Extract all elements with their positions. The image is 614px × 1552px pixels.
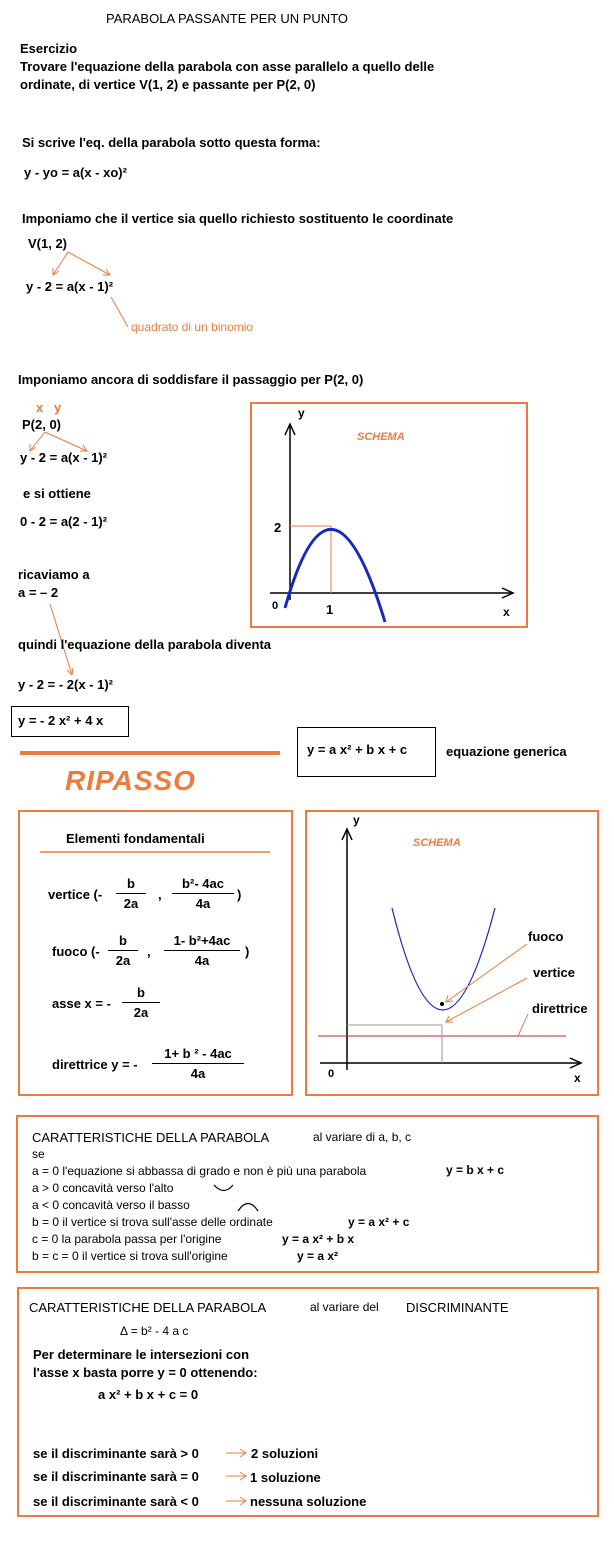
asse-label: asse x = - <box>52 996 111 1011</box>
caratteristiche1-row-1-formula: y = b x + c <box>446 1163 505 1177</box>
caratteristiche1-se: se <box>32 1147 45 1161</box>
step1-text: Si scrive l'eq. della parabola sotto questa forma: <box>22 135 321 150</box>
esercizio-heading: Esercizio <box>20 41 78 56</box>
caratteristiche2-delta: Δ = b² - 4 a c <box>120 1324 189 1338</box>
step3-si-ottiene: e si ottiene <box>23 486 91 501</box>
step3-ricaviamo: ricaviamo a <box>18 567 90 582</box>
step3-a-value: a = – 2 <box>18 585 59 600</box>
caratteristiche1-row-1: a = 0 l'equazione si abbassa di grado e non è più una parabola <box>32 1164 367 1178</box>
caratteristiche2-per-1: Per determinare le intersezioni con <box>33 1347 250 1362</box>
step3-y-label: y <box>54 400 62 415</box>
step3-point: P(2, 0) <box>22 417 62 432</box>
fuoco-close: ) <box>245 944 250 959</box>
caratteristiche1-row-5-formula: y = a x² + b x <box>282 1232 355 1246</box>
caratteristiche1-sub: al variare di a, b, c <box>313 1130 412 1144</box>
caratteristiche2-disc: DISCRIMINANTE <box>406 1300 509 1315</box>
step2-formula: y - 2 = a(x - 1)² <box>26 279 114 294</box>
fuoco-label: fuoco (- <box>52 944 100 959</box>
schema2-label: SCHEMA <box>413 837 461 849</box>
esercizio-line-2: ordinate, di vertice V(1, 2) e passante per P(2, 0) <box>20 77 316 92</box>
caratteristiche2-equation: a x² + b x + c = 0 <box>98 1387 199 1402</box>
step3-result1: y - 2 = - 2(x - 1)² <box>18 677 113 692</box>
asse-fraction: $\frac{b}{2a}$ <box>122 985 160 1020</box>
schema2-origin: 0 <box>328 1068 335 1080</box>
caratteristiche1-row-6-formula: y = a x² <box>297 1249 339 1263</box>
fuoco-fraction-2: $\frac{\text{1- b²+4ac}}{4a}$ <box>164 933 240 968</box>
discriminant-case-3: se il discriminante sarà < 0 <box>33 1494 199 1509</box>
schema1-origin: 0 <box>272 600 279 612</box>
schema2-fuoco: fuoco <box>528 929 564 944</box>
caratteristiche2-per-2: l'asse x basta porre y = 0 ottenendo: <box>33 1365 258 1380</box>
vertice-close: ) <box>237 887 242 902</box>
caratteristiche1-row-2: a > 0 concavità verso l'alto <box>32 1181 174 1195</box>
caratteristiche1-row-4-formula: y = a x² + c <box>348 1215 410 1229</box>
schema1-tick-y: 2 <box>274 520 282 535</box>
caratteristiche1-row-3: a < 0 concavità verso il basso <box>32 1198 190 1212</box>
discriminant-case-3-result: nessuna soluzione <box>250 1494 367 1509</box>
discriminant-case-1-result: 2 soluzioni <box>251 1446 319 1461</box>
discriminant-case-1: se il discriminante sarà > 0 <box>33 1446 199 1461</box>
step3-text: Imponiamo ancora di soddisfare il passaggio per P(2, 0) <box>18 372 364 387</box>
schema2-vertice: vertice <box>533 965 575 980</box>
step3-result2: y = - 2 x² + 4 x <box>18 713 104 728</box>
step1-formula: y - yo = a(x - xo)² <box>24 165 127 180</box>
direttrice-fraction: $\frac{\text{1+ b ² - 4ac}}{4a}$ <box>152 1046 244 1081</box>
caratteristiche1-row-6: b = c = 0 il vertice si trova sull'origine <box>32 1249 228 1263</box>
discriminant-case-2: se il discriminante sarà = 0 <box>33 1469 199 1484</box>
vertice-comma: , <box>158 887 162 902</box>
schema2-direttrice: direttrice <box>532 1001 588 1016</box>
step3-x-label: x <box>36 400 44 415</box>
caratteristiche1-row-4: b = 0 il vertice si trova sull'asse delle ordinate <box>32 1215 273 1229</box>
ripasso-heading: RIPASSO <box>65 765 196 796</box>
schema2-x-axis: x <box>574 1071 581 1085</box>
vertice-fraction-1: $\frac{b}{2a}$ <box>116 876 146 911</box>
vertice-label: vertice (- <box>48 887 103 902</box>
schema1-y-axis: y <box>298 406 305 420</box>
esercizio-line-1: Trovare l'equazione della parabola con asse parallelo a quello delle <box>20 59 435 74</box>
step2-text: Imponiamo che il vertice sia quello richiesto sostituento le coordinate <box>22 211 454 226</box>
page-title: PARABOLA PASSANTE PER UN PUNTO <box>106 11 349 26</box>
caratteristiche1-heading: CARATTERISTICHE DELLA PARABOLA <box>32 1130 270 1145</box>
step2-note: quadrato di un binomio <box>131 320 254 334</box>
schema1-tick-x: 1 <box>326 602 334 617</box>
vertice-fraction-2: $\frac{\text{b²- 4ac}}{4a}$ <box>172 876 234 911</box>
elementi-heading: Elementi fondamentali <box>66 831 205 846</box>
caratteristiche2-heading: CARATTERISTICHE DELLA PARABOLA <box>29 1300 267 1315</box>
step3-quindi: quindi l'equazione della parabola diventa <box>18 637 272 652</box>
discriminant-case-2-result: 1 soluzione <box>250 1470 321 1485</box>
step3-substituted: 0 - 2 = a(2 - 1)² <box>20 514 108 529</box>
generic-label: equazione generica <box>446 744 567 759</box>
caratteristiche2-sub: al variare del <box>310 1300 379 1314</box>
step3-formula: y - 2 = a(x - 1)² <box>20 450 108 465</box>
caratteristiche1-row-5: c = 0 la parabola passa per l'origine <box>32 1232 222 1246</box>
step2-vertex: V(1, 2) <box>28 236 68 251</box>
schema1-label: SCHEMA <box>357 431 405 443</box>
fuoco-fraction-1: $\frac{b}{2a}$ <box>108 933 138 968</box>
schema1-x-axis: x <box>503 605 510 619</box>
fuoco-comma: , <box>147 944 151 959</box>
schema2-y-axis: y <box>353 813 360 827</box>
direttrice-label: direttrice y = - <box>52 1057 138 1072</box>
generic-formula: y = a x² + b x + c <box>307 742 408 757</box>
